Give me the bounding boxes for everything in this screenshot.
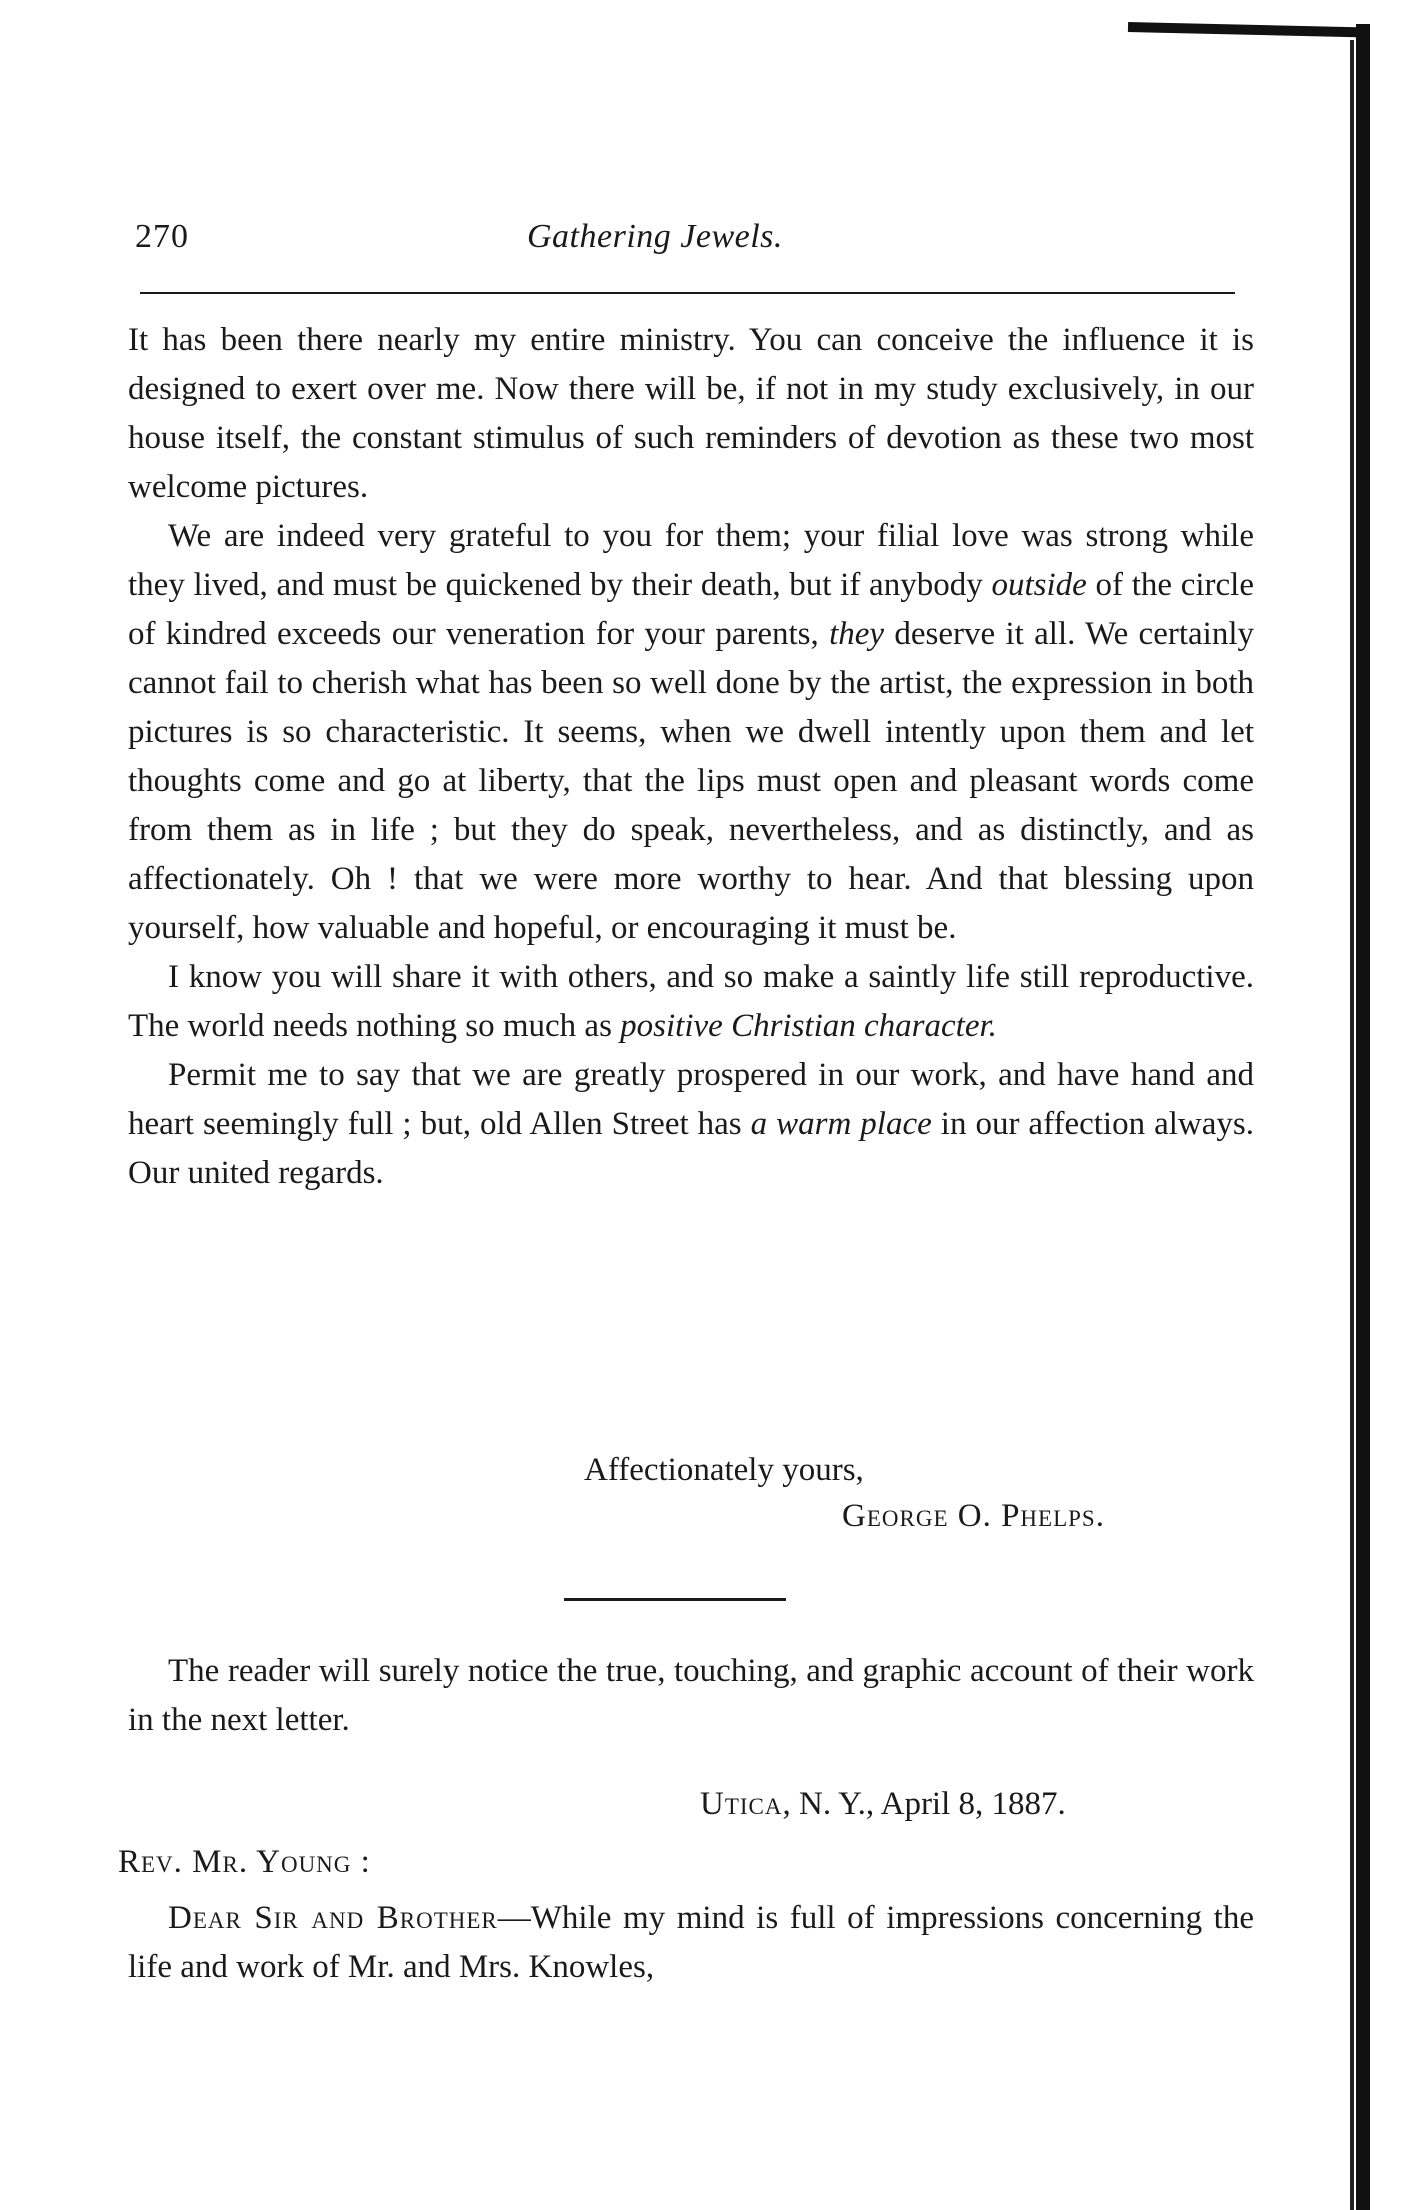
running-header	[135, 218, 1235, 268]
paragraph-3	[128, 953, 1254, 1051]
paragraph-2-text-a: We are indeed very grateful to you for them; your filial love was strong while they lived, and must be quickened by their death, but if anybody	[128, 518, 1254, 603]
paragraph-4	[128, 1051, 1254, 1198]
dateline-rest: , N. Y., April 8, 1887.	[782, 1786, 1066, 1822]
valediction: Affectionately yours,	[584, 1452, 864, 1488]
emphasis-outside: outside	[991, 567, 1087, 603]
dateline	[700, 1780, 1066, 1829]
page-edge-top	[1128, 22, 1368, 37]
salutation: Rev. Mr. Young :	[118, 1844, 371, 1880]
page-edge-right	[1356, 24, 1370, 2210]
paragraph-4-text-b: in our affection always. Our united regards.	[128, 1106, 1254, 1191]
emphasis-they: they	[829, 616, 885, 652]
signature: George O. Phelps.	[842, 1498, 1105, 1534]
second-letter-body	[128, 1894, 1254, 1992]
paragraph-2-text-b: of the circle of kindred exceeds our veneration for your parents,	[128, 567, 1254, 652]
second-letter-opening	[128, 1894, 1254, 1992]
emphasis-warm-place: a warm place	[750, 1106, 932, 1142]
running-title: Gathering Jewels.	[527, 218, 783, 255]
paragraph-2-text-c: deserve it all. We certainly cannot fail to cherish what has been so well done by the artist, the expression in both pictures is so characteristic. It seems, when we dwell intently upon them and let thoughts come and go at liberty, that the lips must open and pleasant words come from them as in life ; but they do speak, nevertheless, and as distinctly, and as affectionately. Oh ! that we were more worthy to hear. And that blessing upon yourself, how valuable and hopeful, or encouraging it must be.	[128, 616, 1254, 946]
page-edge-inner	[1350, 40, 1354, 2210]
page-number: 270	[135, 218, 189, 255]
intro-paragraph: The reader will surely notice the true, touching, and graphic account of their work in the next letter.	[128, 1653, 1254, 1738]
opening-address: Dear Sir and Brother	[168, 1900, 498, 1936]
opening-text: —While my mind is full of impressions concerning the life and work of Mr. and Mrs. Knowles,	[128, 1900, 1254, 1985]
intro-paragraph-block	[128, 1647, 1254, 1745]
emphasis-christian-character: positive Christian character.	[620, 1008, 997, 1044]
paragraph-4-text-a: Permit me to say that we are greatly prospered in our work, and have hand and heart seemingly full ; but, old Allen Street has	[128, 1057, 1254, 1142]
section-divider	[564, 1598, 786, 1601]
paragraph-1: It has been there nearly my entire ministry. You can conceive the influence it is designed to exert over me. Now there will be, if not in my study exclusively, in our house itself, the constant stimulus of such reminders of devotion as these two most welcome pictures.	[128, 322, 1254, 505]
letter-body	[128, 316, 1254, 1198]
paragraph-2	[128, 512, 1254, 953]
header-rule	[140, 292, 1235, 294]
paragraph-3-text: I know you will share it with others, and so make a saintly life still reproductive. The world needs nothing so much as	[128, 959, 1254, 1044]
dateline-city: Utica	[700, 1786, 783, 1822]
